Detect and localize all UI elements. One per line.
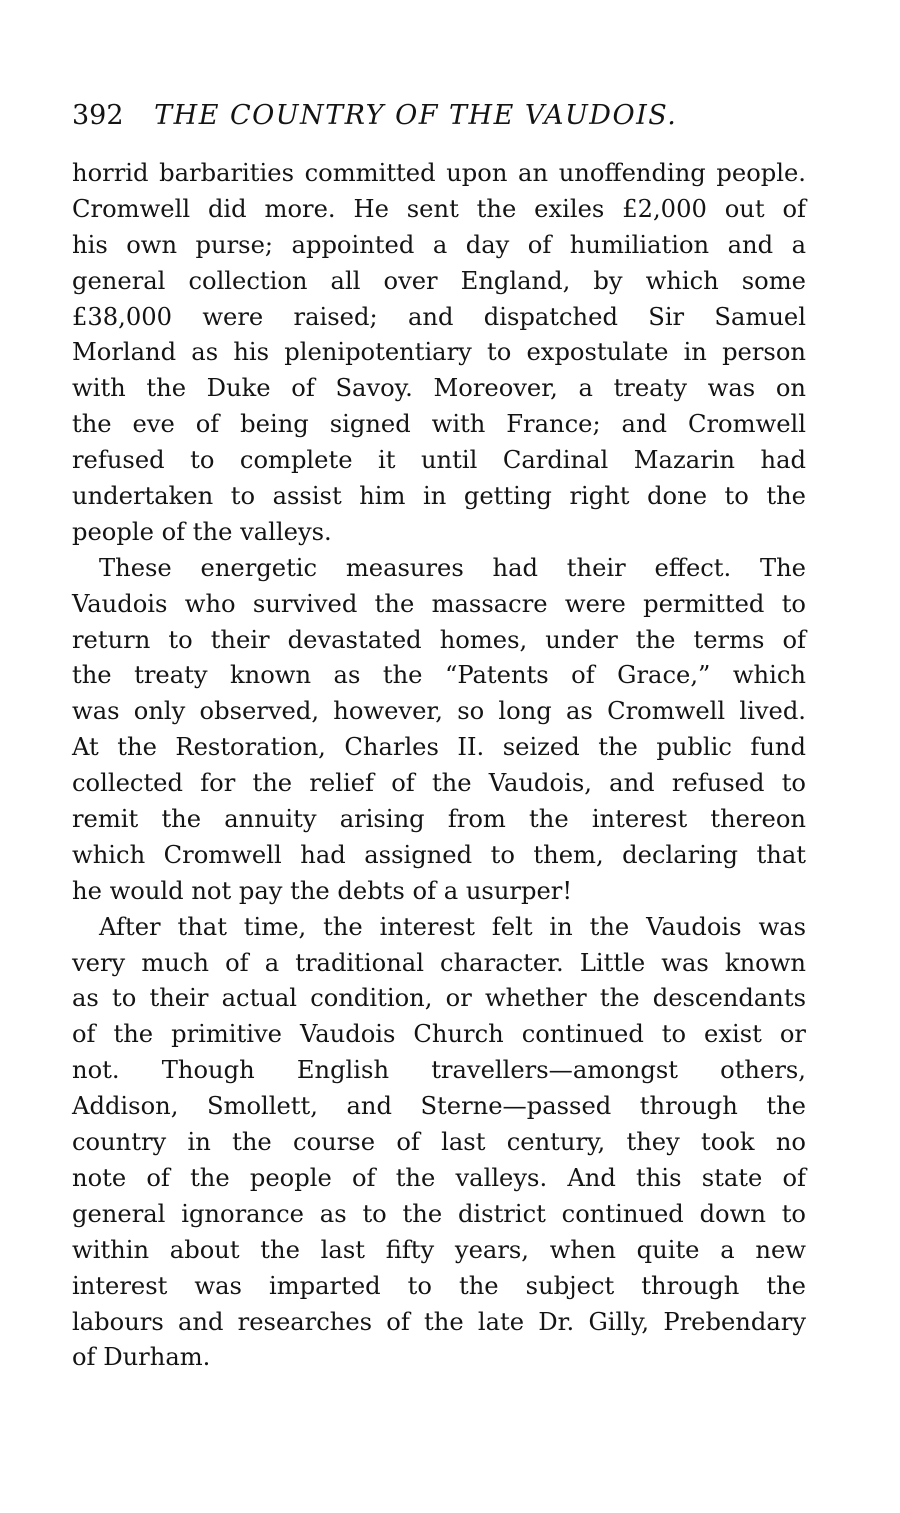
text-line: Cromwell did more. He sent the exiles £2,000 out of <box>72 194 806 223</box>
text-line: collected for the relief of the Vaudois, and refused to <box>72 769 806 798</box>
text-line: as to their actual condition, or whether the descendants <box>72 984 806 1013</box>
running-title: THE COUNTRY OF THE VAUDOIS. <box>154 100 678 131</box>
text-line: note of the people of the valleys. And this state of <box>72 1163 806 1192</box>
paragraph-start-line: After that time, the interest felt in the Vaudois was <box>99 912 806 941</box>
text-line: very much of a traditional character. Little was known <box>72 948 806 977</box>
text-line: general ignorance as to the district continued down to <box>72 1199 806 1228</box>
page-number: 392 <box>72 100 124 131</box>
text-line: general collection all over England, by which some <box>72 266 806 295</box>
text-line: Addison, Smollett, and Sterne—passed through the <box>72 1092 806 1121</box>
text-line: which Cromwell had assigned to them, declaring that <box>72 840 806 869</box>
text-line: the treaty known as the “Patents of Grace,” which <box>72 661 806 690</box>
text-line: the eve of being signed with France; and Cromwell <box>72 410 806 439</box>
text-line: labours and researches of the late Dr. Gilly, Prebendary <box>72 1307 806 1336</box>
text-line: country in the course of last century, they took no <box>72 1128 806 1157</box>
paragraph-start-line: These energetic measures had their effect. The <box>99 553 806 582</box>
text-line: Morland as his plenipotentiary to expostulate in person <box>72 338 806 367</box>
text-line: £38,000 were raised; and dispatched Sir Samuel <box>72 302 806 331</box>
text-line: of Durham. <box>72 1343 211 1372</box>
text-line: was only observed, however, so long as Cromwell lived. <box>72 697 806 726</box>
text-line: At the Restoration, Charles II. seized the public fund <box>72 733 806 762</box>
text-line: Vaudois who survived the massacre were permitted to <box>72 589 806 618</box>
body-text <box>72 156 806 1376</box>
text-line: not. Though English travellers—amongst others, <box>72 1056 806 1085</box>
text-line: return to their devastated homes, under the terms of <box>72 625 806 654</box>
text-line: within about the last fifty years, when quite a new <box>72 1235 806 1264</box>
text-line: his own purse; appointed a day of humiliation and a <box>72 230 806 259</box>
text-line: he would not pay the debts of a usurper! <box>72 876 573 905</box>
text-line: refused to complete it until Cardinal Mazarin had <box>72 446 806 475</box>
page-header <box>72 96 812 136</box>
text-line: of the primitive Vaudois Church continued to exist or <box>72 1020 806 1049</box>
text-line: remit the annuity arising from the interest thereon <box>72 805 806 834</box>
text-line: with the Duke of Savoy. Moreover, a treaty was on <box>72 374 806 403</box>
text-line: people of the valleys. <box>72 517 332 546</box>
text-line: horrid barbarities committed upon an unoffending people. <box>72 159 806 187</box>
text-line: interest was imparted to the subject through the <box>72 1271 806 1300</box>
text-line: undertaken to assist him in getting right done to the <box>72 482 806 511</box>
